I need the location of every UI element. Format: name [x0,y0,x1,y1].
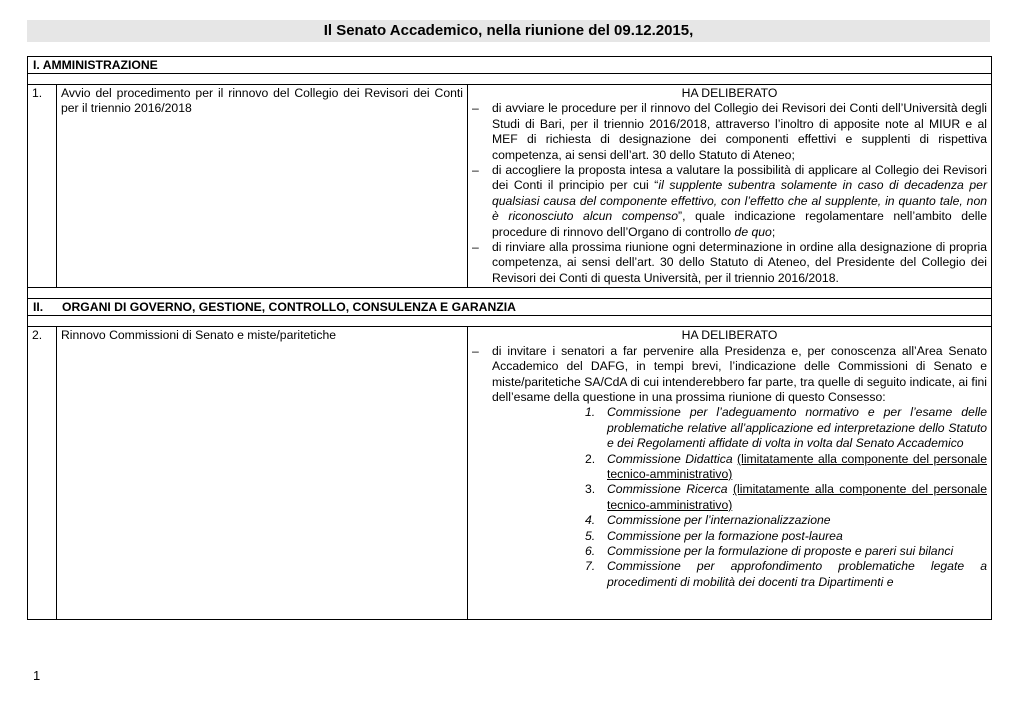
resolution-point: – di accogliere la proposta intesa a valutare la possibilità di applicare al Collegio dei Revisori dei Conti il principio per cui “il supplente subentra solamente in caso di decadenza per qualsiasi causa del componente effettivo, con l’effetto che al supplente, in quanto tale, non è riconosciuto alcun compenso”, quale indicazione regolamentare nell’ambito delle procedure di rinnovo dell’Organo di controllo de quo; [472,163,987,240]
list-item: 6. Commissione per la formulazione di proposte e pareri sui bilanci [585,543,954,558]
list-item: 1. Commissione per l’adeguamento normativo e per l’esame delle problematiche relative all’applicazione ed interpretazione dello Statuto e dei Regolamenti affidate di volta in volta dal Senato Accademico [585,405,988,451]
resolution-point: – di rinviare alla prossima riunione ogni determinazione in ordine alla designazione di propria competenza, ai sensi dell’art. 30 dello Statuto di Ateneo, del Presidente del Collegio dei Revisori dei Conti di questa Università, per il triennio 2016/2018. [472,240,987,286]
page-number: 1 [33,668,41,683]
item-resolution [468,327,992,620]
commission-list [472,405,987,590]
section-title: II. ORGANI DI GOVERNO, GESTIONE, CONTROLLO, CONSULENZA E GARANZIA [28,299,992,316]
section-title: I. AMMINISTRAZIONE [28,57,992,74]
resolution-point: – di avviare le procedure per il rinnovo del Collegio dei Revisori dei Conti dell’Università degli Studi di Bari, per il triennio 2016/2018, attraverso l’inoltro di apposite note al MIUR e al MEF di richiesta di designazione dei componenti effettivi e supplenti di rispettiva competenza, ai sensi dell’art. 30 dello Statuto di Ateneo; [472,101,987,163]
item-resolution [468,85,992,288]
list-item: 7. Commissione per approfondimento problematiche legate a procedimenti di mobilità dei docenti tra Dipartimenti e [585,559,988,589]
list-item: 4. Commissione per l’internazionalizzazione [585,513,831,528]
list-item: 3. Commissione Ricerca (limitatamente alla componente del personale tecnico-amministrativo) [585,482,987,512]
item-topic: Rinnovo Commissioni di Senato e miste/paritetiche [57,327,468,620]
item-number: 2. [28,327,57,620]
list-item: 5. Commissione per la formazione post-laurea [585,528,843,543]
resolution-heading: HA DELIBERATO [681,86,778,100]
item-number: 1. [28,85,57,288]
resolution-heading: HA DELIBERATO [681,328,778,343]
section-header-row [28,299,992,316]
item-topic: Avvio del procedimento per il rinnovo del Collegio dei Revisori dei Conti per il triennio 2016/2018 [57,85,468,288]
deliberations-table [27,56,992,620]
list-item: 2. Commissione Didattica (limitatamente alla componente del personale tecnico-amministrativo) [585,451,988,481]
document-title: Il Senato Accademico, nella riunione del 09.12.2015, [27,20,990,42]
section-header-row [28,57,992,74]
table-row [28,327,992,620]
table-row [28,85,992,288]
resolution-point: – di invitare i senatori a far pervenire alla Presidenza e, per conoscenza all’Area Senato Accademico del DAFG, in tempi brevi, l’indicazione delle Commissioni di Senato e miste/paritetiche SA/CdA di cui intenderebbero far parte, tra quelle di seguito indicate, ai fini dell’esame della questione in una prossima riunione di questo Consesso: [472,344,987,406]
